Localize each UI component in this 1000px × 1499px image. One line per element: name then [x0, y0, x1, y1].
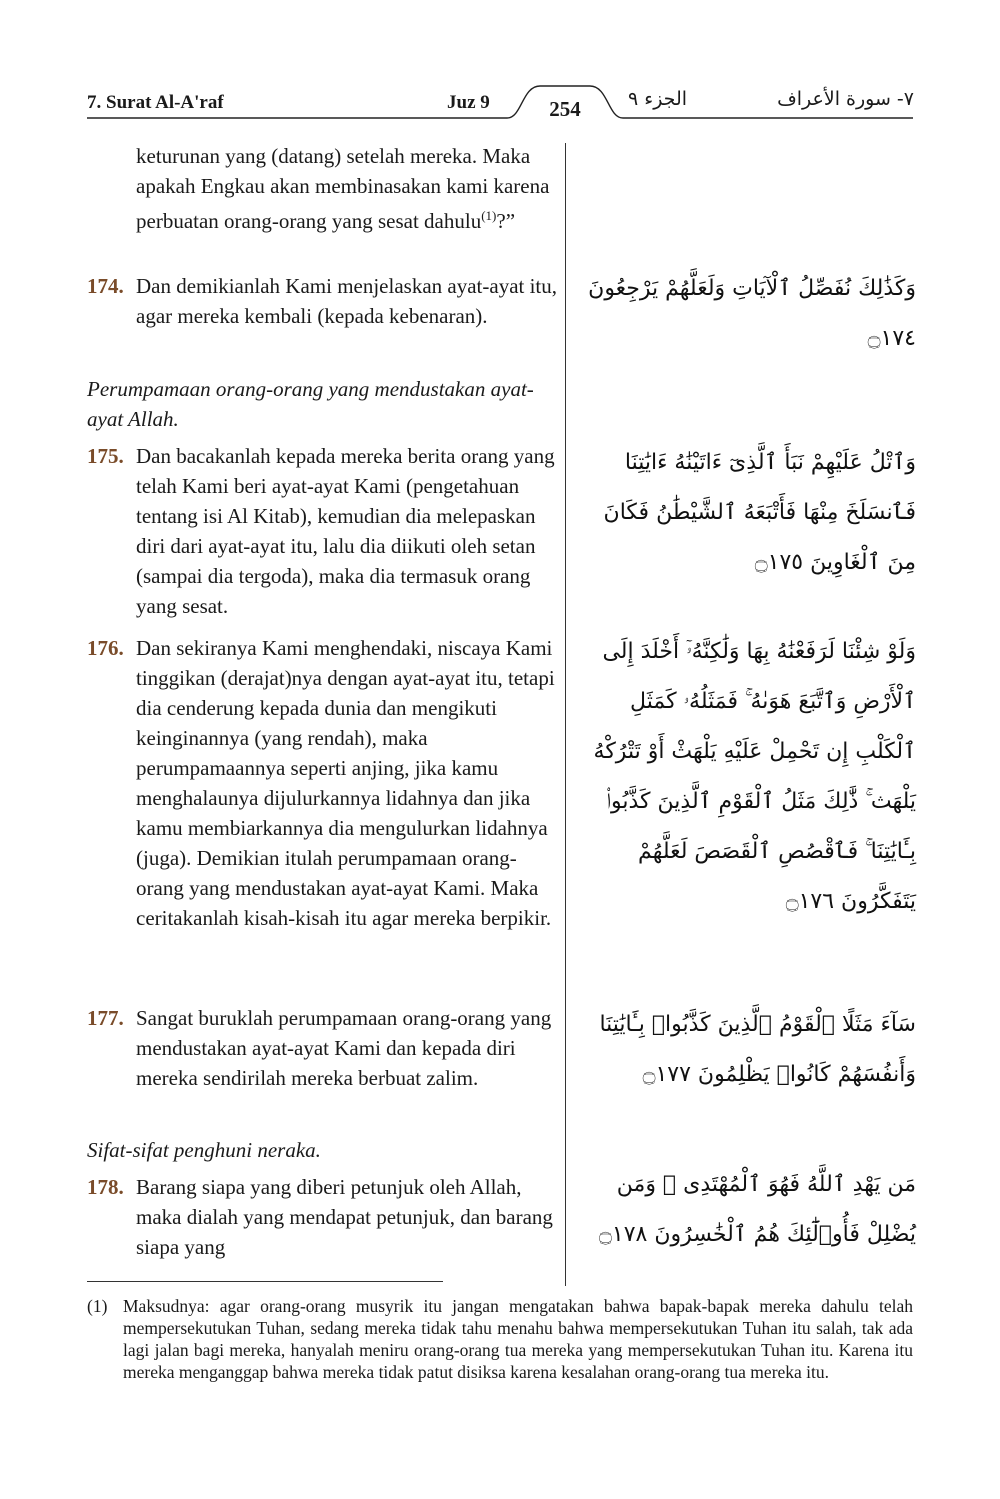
header-surah-latin: 7. Surat Al-A'raf: [87, 92, 224, 113]
header-juz-latin: Juz 9: [447, 92, 490, 113]
header-surah-arabic: ٧- سورة الأعراف: [777, 88, 914, 110]
verse-number-177: 177.: [87, 1006, 124, 1030]
verse-text-178: Barang siapa yang diberi petunjuk oleh Allah, maka dialah yang mendapat petunjuk, dan barang siapa yang: [136, 1175, 553, 1259]
verse-arabic-176: وَلَوْ شِئْنَا لَرَفَعْنَٰهُ بِهَا وَلَٰكِنَّهُۥٓ أَخْلَدَ إِلَى ٱلْأَرْضِ وَٱتَّبَعَ هَوَىٰهُ ۚ فَمَثَلُهُۥ كَمَثَلِ ٱلْكَلْبِ إِن تَحْمِلْ عَلَيْهِ يَلْهَثْ أَوْ تَتْرُكْهُ يَلْهَث ۚ ذَّٰلِكَ مَثَلُ ٱلْقَوْمِ ٱلَّذِينَ كَذَّبُوا۟ بِـَٔايَٰتِنَا ۚ فَٱقْصُصِ ٱلْقَصَصَ لَعَلَّهُمْ يَتَفَكَّرُونَ ۝١٧٦: [593, 639, 916, 914]
verse-text-174: Dan demikianlah Kami menjelaskan ayat-ayat itu, agar mereka kembali (kepada kebenaran).: [136, 274, 558, 328]
footnote-ref: (1): [481, 208, 497, 223]
continuation-text: keturunan yang (datang) setelah mereka. Maka apakah Engkau akan membinasakan kami karena perbuatan orang-orang yang sesat dahulu: [136, 144, 550, 233]
verse-continuation: [136, 141, 561, 236]
section-heading-2: Sifat-sifat penghuni neraka.: [87, 1138, 321, 1162]
footnote-rule: [87, 1281, 443, 1282]
verse-number-174: 174.: [87, 274, 124, 298]
header-juz-arabic: الجزء ٩: [628, 88, 688, 110]
section-heading-1: Perumpamaan orang-orang yang mendustakan ayat-ayat Allah.: [87, 377, 534, 431]
verse-text-176: Dan sekiranya Kami menghendaki, niscaya Kami tinggikan (derajat)nya dengan ayat-ayat itu, tetapi dia cenderung kepada dunia dan mengikuti keinginannya (yang rendah), maka perumpamaannya seperti anjing, jika kamu menghalaunya dijulurkannya lidahnya dan jika kamu membiarkannya dia mengulurkan lidahnya (juga). Demikian itulah perumpamaan orang-orang yang mendustakan ayat-ayat Kami. Maka ceritakanlah kisah-kisah itu agar mereka berpikir.: [136, 636, 555, 930]
continuation-closing: ?”: [496, 209, 516, 233]
verse-arabic-175: وَٱتْلُ عَلَيْهِمْ نَبَأَ ٱلَّذِىٓ ءَاتَيْنَٰهُ ءَايَٰتِنَا فَٱنسَلَخَ مِنْهَا فَأَتْبَعَهُ ٱلشَّيْطَٰنُ فَكَانَ مِنَ ٱلْغَاوِينَ ۝١٧٥: [603, 450, 916, 575]
verse-number-176: 176.: [87, 636, 124, 660]
footnote-text: Maksudnya: agar orang-orang musyrik itu jangan mengatakan bahwa bapak-bapak mereka dahulu telah mempersekutukan Tuhan, sedang mereka tidak tahu menahu bahwa mempersekutukan Tuhan itu salah, tak ada lagi jalan bagi mereka, hanyalah meniru orang-orang tua mereka yang mempersekutukan Tuhan itu. Karena itu mereka menganggap bahwa mereka tidak patut disiksa karena kesalahan orang-orang tua mereka itu.: [123, 1296, 913, 1382]
verse-arabic-178: مَن يَهْدِ ٱللَّهُ فَهُوَ ٱلْمُهْتَدِى ۖ وَمَن يُضْلِلْ فَأُو۟لَٰٓئِكَ هُمُ ٱلْخَٰسِرُونَ ۝١٧٨: [599, 1172, 916, 1247]
verse-arabic-177: سَآءَ مَثَلًا ٱلْقَوْمُ ٱلَّذِينَ كَذَّبُوا۟ بِـَٔايَٰتِنَا وَأَنفُسَهُمْ كَانُوا۟ يَظْلِمُونَ ۝١٧٧: [599, 1012, 916, 1087]
page-number: 254: [549, 97, 581, 121]
verse-number-175: 175.: [87, 444, 124, 468]
verse-number-178: 178.: [87, 1175, 124, 1199]
footnote: [87, 1295, 913, 1383]
verse-arabic-174: وَكَذَٰلِكَ نُفَصِّلُ ٱلْآيَاتِ وَلَعَلَّهُمْ يَرْجِعُونَ ۝١٧٤: [588, 276, 916, 351]
verse-text-175: Dan bacakanlah kepada mereka berita orang yang telah Kami beri ayat-ayat Kami (pengetahuan tentang isi Al Kitab), kemudian dia melepaskan diri dari ayat-ayat itu, lalu dia diikuti oleh setan (sampai dia tergoda), maka dia termasuk orang yang sesat.: [136, 444, 555, 618]
footnote-marker: (1): [87, 1296, 108, 1316]
verse-text-177: Sangat buruklah perumpamaan orang-orang yang mendustakan ayat-ayat Kami dan kepada diri mereka sendirilah mereka berbuat zalim.: [136, 1006, 552, 1090]
column-divider: [565, 143, 566, 1286]
